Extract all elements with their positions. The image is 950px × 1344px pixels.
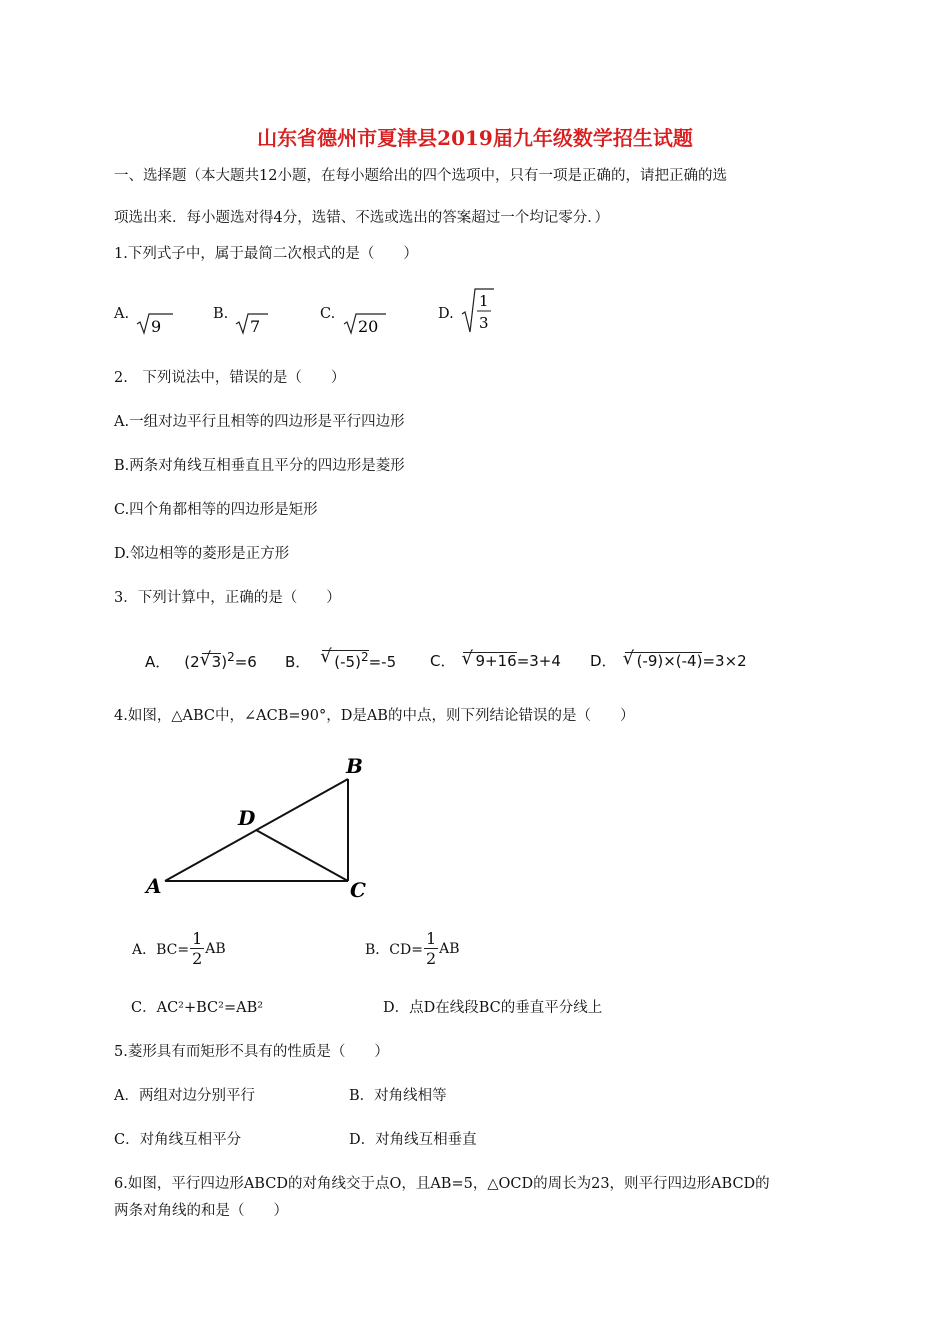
q4-a-prefix: A．BC= [132, 941, 190, 958]
q3-d-rhs: =3×2 [702, 652, 747, 670]
q5-option-a: A．两组对边分别平行 [114, 1088, 255, 1104]
q3-option-c [430, 650, 561, 671]
q3-d-sqrt [622, 648, 703, 670]
page-title: 山东省德州市夏津县2019届九年级数学招生试题 [257, 126, 693, 150]
question-6-stem-line-2: 两条对角线的和是（ ） [114, 1203, 288, 1219]
radical-sign-icon: √ [199, 649, 212, 670]
q3-option-d [590, 650, 747, 671]
q1-option-d-label: D. [438, 306, 454, 322]
q3-c-rhs: =3+4 [516, 652, 561, 670]
q3-b-radicand: (-5) [334, 653, 361, 671]
q4-b-prefix: B．CD= [365, 941, 423, 958]
fraction-denominator: 2 [425, 949, 437, 968]
fraction [190, 929, 204, 968]
q2-option-c: C.四个角都相等的四边形是矩形 [114, 502, 318, 518]
q3-a-close: ) [221, 653, 228, 671]
q4-option-c: C．AC²+BC²=AB² [131, 1000, 264, 1016]
question-5-stem: 5.菱形具有而矩形不具有的性质是（ ） [114, 1044, 389, 1060]
question-3-stem: 3．下列计算中，正确的是（ ） [114, 590, 341, 606]
q5-option-b: B．对角线相等 [349, 1088, 447, 1104]
triangle-diagram [140, 748, 380, 908]
q1-option-a-label: A. [114, 306, 130, 322]
q3-b-rhs: =-5 [368, 653, 397, 671]
q3-c-label: C． [430, 652, 456, 670]
q1-option-d-math [460, 286, 496, 336]
q3-a-exp: 2 [227, 650, 235, 664]
fraction-numerator: 1 [425, 929, 437, 948]
radicand: 9 [151, 317, 162, 336]
question-4-stem: 4.如图，△ABC中，∠ACB=90°，D是AB的中点，则下列结论错误的是（ ） [114, 708, 635, 724]
q3-c-radicand: 9+16 [475, 652, 517, 670]
fraction-numerator: 1 [479, 292, 489, 310]
q3-b-exp: 2 [360, 650, 369, 664]
q3-b-sqrt [320, 646, 369, 671]
radical-sign-icon: √ [320, 646, 332, 667]
q5-option-d: D．对角线互相垂直 [349, 1132, 477, 1148]
q3-c-sqrt [461, 648, 517, 670]
section-intro-line-1: 一、选择题（本大题共12小题，在每小题给出的四个选项中，只有一项是正确的，请把正确的选 [114, 168, 727, 184]
q4-option-b [365, 929, 460, 968]
q3-option-b [285, 646, 397, 672]
fraction [424, 929, 438, 968]
q3-d-radicand: (-9)×(-4) [636, 652, 703, 670]
radicand: 7 [250, 317, 261, 336]
fraction-denominator: 2 [192, 949, 203, 968]
radical-sign-icon: √ [461, 648, 473, 669]
q1-option-a-math [135, 310, 175, 336]
q3-a-open: (2 [184, 653, 200, 671]
q3-option-a [145, 650, 257, 672]
vertex-label-a: A [146, 874, 162, 898]
segment-cd [256, 830, 348, 881]
q1-option-b-label: B. [213, 306, 229, 322]
q4-b-suffix: AB [439, 940, 460, 957]
vertex-label-d: D [238, 806, 256, 830]
question-2-stem: 2. 下列说法中，错误的是（ ） [114, 370, 346, 386]
q3-a-sqrt [199, 649, 222, 671]
q2-option-a: A.一组对边平行且相等的四边形是平行四边形 [114, 414, 405, 430]
q3-a-radicand: 3 [211, 653, 222, 671]
fraction-numerator: 1 [192, 929, 203, 948]
q1-option-b-math [234, 310, 274, 336]
section-intro-line-2: 项选出来．每小题选对得4分，选错、不选或选出的答案超过一个均记零分．） [114, 210, 609, 226]
q2-option-b: B.两条对角线互相垂直且平分的四边形是菱形 [114, 458, 405, 474]
question-1-stem: 1.下列式子中，属于最简二次根式的是（ ） [114, 246, 418, 262]
q2-option-d: D.邻边相等的菱形是正方形 [114, 546, 290, 562]
q4-a-suffix: AB [205, 940, 226, 957]
radicand: 20 [358, 317, 379, 336]
q3-a-rhs: =6 [234, 653, 257, 671]
q1-option-c-label: C. [320, 306, 336, 322]
q4-option-a [132, 929, 226, 968]
vertex-label-b: B [346, 754, 363, 778]
fraction-denominator: 3 [479, 314, 489, 332]
q3-d-label: D． [590, 652, 617, 670]
vertex-label-c: C [350, 878, 366, 902]
question-6-stem-line-1: 6.如图，平行四边形ABCD的对角线交于点O，且AB=5，△OCD的周长为23，则平行四边形ABCD的 [114, 1176, 770, 1192]
radical-sign-icon: √ [622, 648, 635, 669]
q3-a-label: A． [145, 653, 171, 671]
q5-option-c: C．对角线互相平分 [114, 1132, 242, 1148]
q1-option-c-math [342, 310, 392, 336]
q3-b-label: B． [285, 653, 311, 671]
q4-option-d: D．点D在线段BC的垂直平分线上 [383, 1000, 603, 1016]
